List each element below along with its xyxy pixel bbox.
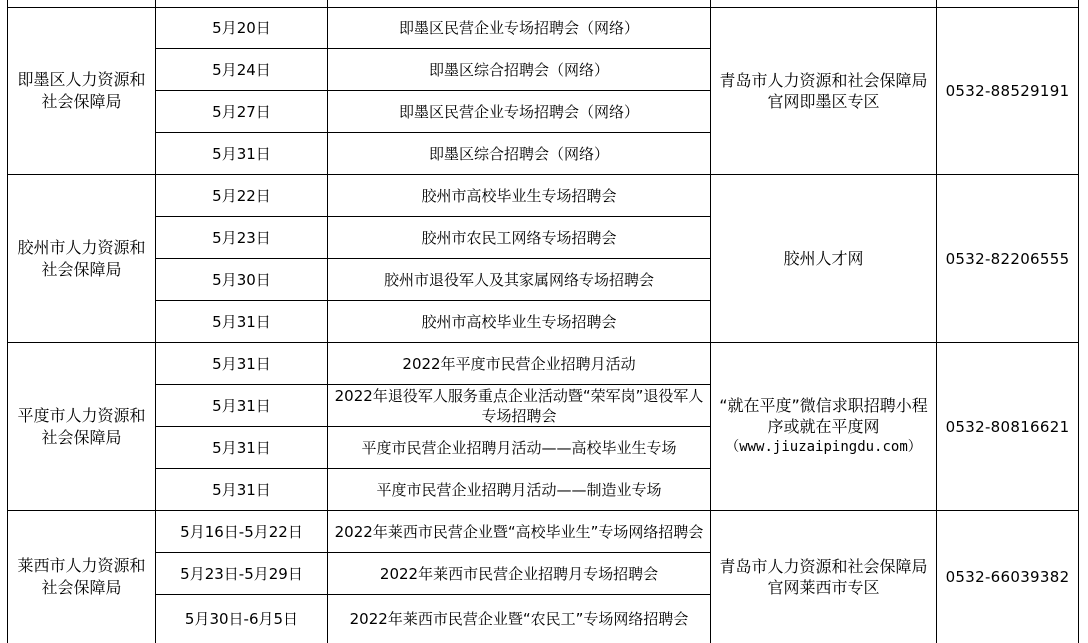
event-name-cell: 胶州市高校毕业生专场招聘会 [421,312,617,331]
event-name-cell: 2022年莱西市民营企业招聘月专场招聘会 [379,564,659,583]
organizer-cell: 莱西市人力资源和社会保障局 [17,556,146,597]
phone-cell: 0532-66039382 [945,568,1070,586]
phone-cell: 0532-82206555 [945,249,1070,268]
organizer-cell: 胶州市人力资源和社会保障局 [17,237,146,279]
event-name-cell: 2022年平度市民营企业招聘月活动 [402,354,636,373]
event-date-cell: 5月20日 [212,19,271,37]
grid-line [1078,0,1079,643]
platform-cell [711,8,936,174]
event-name-cell: 胶州市农民工网络专场招聘会 [421,228,617,247]
phone-cell: 0532-80816621 [945,417,1070,436]
event-name-cell: 平度市民营企业招聘月活动——制造业专场 [376,480,662,499]
platform-name: 青岛市人力资源和社会保障局官网即墨区专区 [719,71,928,111]
platform-url: （www.jiuzaipingdu.com） [725,439,922,455]
event-date-cell: 5月24日 [212,60,271,79]
phone-cell: 0532-88529191 [945,82,1070,100]
event-date-cell: 5月31日 [212,438,271,457]
event-date-cell: 5月30日 [212,270,271,289]
event-date-cell: 5月27日 [212,102,271,121]
event-name-cell: 胶州市高校毕业生专场招聘会 [421,186,617,205]
platform-name: 青岛市人力资源和社会保障局官网莱西市专区 [719,557,928,597]
platform-cell [711,343,936,510]
event-date-cell: 5月31日 [212,480,271,499]
event-date-cell: 5月31日 [212,354,271,373]
event-date-cell: 5月30日-6月5日 [184,610,299,628]
event-name-cell: 即墨区综合招聘会（网络） [428,144,609,163]
event-date-cell: 5月23日-5月29日 [180,564,303,583]
event-name-cell: 即墨区综合招聘会（网络） [428,60,609,79]
event-name-cell: 2022年莱西市民营企业暨“农民工”专场网络招聘会 [349,610,689,628]
event-date-cell: 5月22日 [212,186,271,205]
event-name-cell: 平度市民营企业招聘月活动——高校毕业生专场 [361,438,677,457]
platform-name: “就在平度”微信求职招聘小程序或就在平度网 [719,396,928,436]
event-date-cell: 5月16日-5月22日 [180,522,303,541]
event-name-cell: 2022年莱西市民营企业暨“高校毕业生”专场网络招聘会 [334,522,704,541]
event-date-cell: 5月31日 [212,312,271,331]
event-name-cell: 2022年退役军人服务重点企业活动暨“荣军岗”退役军人专场招聘会 [334,386,704,425]
event-name-cell: 胶州市退役军人及其家属网络专场招聘会 [383,270,654,289]
platform-cell [711,511,936,643]
event-date-cell: 5月31日 [212,396,271,415]
event-name-cell: 即墨区民营企业专场招聘会（网络） [398,19,639,37]
organizer-cell: 即墨区人力资源和社会保障局 [17,70,146,111]
platform-cell [711,175,936,342]
event-name-cell: 即墨区民营企业专场招聘会（网络） [398,102,639,121]
organizer-cell: 平度市人力资源和社会保障局 [17,405,146,447]
event-date-cell: 5月31日 [212,144,271,163]
event-date-cell: 5月23日 [212,228,271,247]
platform-name: 胶州人才网 [783,249,864,268]
